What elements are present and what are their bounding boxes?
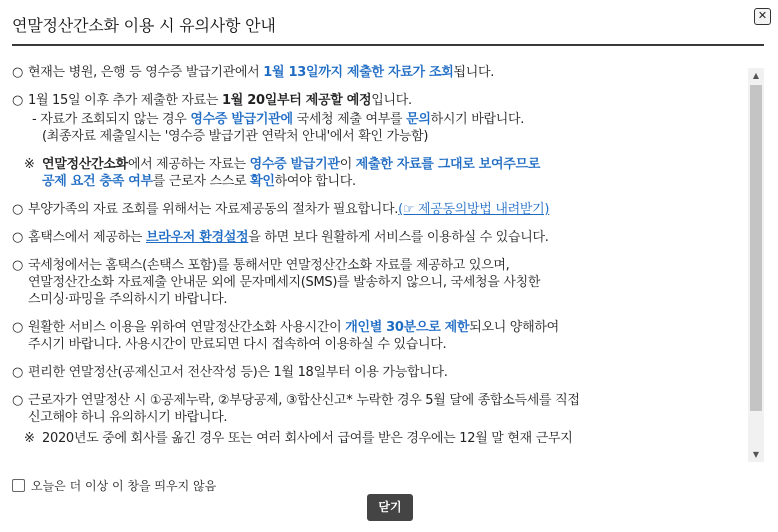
notice-item-7: ○ 편리한 연말정산(공제신고서 전산작성 등)은 1월 18일부터 이용 가능합니다. xyxy=(12,365,448,380)
circle-bullet-icon: ○ xyxy=(12,202,24,217)
notice-content xyxy=(12,64,748,462)
reference-mark-icon: ※ xyxy=(24,157,35,172)
scroll-down-arrow-icon[interactable]: ▼ xyxy=(752,450,760,459)
scroll-thumb[interactable] xyxy=(750,85,762,411)
highlight-text: 영수증 발급기관에 xyxy=(190,112,293,127)
notice-subitem: - 자료가 조회되지 않는 경우 영수증 발급기관에 국세청 제출 여부를 문의하시기 바랍니다. xyxy=(32,112,525,127)
highlight-text: 개인별 30분으로 제한 xyxy=(345,320,470,335)
consent-download-link[interactable]: (☞ 제공동의방법 내려받기) xyxy=(398,202,550,217)
content-scrollbar[interactable] xyxy=(748,68,764,462)
close-button[interactable]: 닫기 xyxy=(367,494,413,521)
notice-item-8: ○ 근로자가 연말정산 시 ①공제누락, ②부당공제, ③합산신고* 누락한 경우 5월 달에 종합소득세를 직접 신고해야 하니 유의하시기 바랍니다. xyxy=(12,393,580,425)
highlight-text: 1월 20일부터 제공할 예정 xyxy=(222,93,372,108)
circle-bullet-icon: ○ xyxy=(12,65,24,80)
circle-bullet-icon: ○ xyxy=(12,320,24,335)
notice-item-3: ○ 부양가족의 자료 조회를 위해서는 자료제공동의 절차가 필요합니다.(☞ 제공동의방법 내려받기) xyxy=(12,202,550,217)
circle-bullet-icon: ○ xyxy=(12,365,24,380)
highlight-text: 1월 13일까지 제출한 자료가 조회 xyxy=(263,65,454,80)
dont-show-today-checkbox[interactable] xyxy=(12,479,25,492)
notice-item-6: ○ 원활한 서비스 이용을 위하여 연말정산간소화 사용시간이 개인별 30분으로 제한되오니 양해하여 주시기 바랍니다. 사용시간이 만료되면 다시 접속하여 이용하실 수 있습니다. xyxy=(12,320,559,352)
notice-subnote: (최종자료 제출일시는 '영수증 발급기관 연락처 안내'에서 확인 가능함) xyxy=(42,129,429,144)
circle-bullet-icon: ○ xyxy=(12,393,24,408)
notice-item-5: ○ 국세청에서는 홈택스(손택스 포함)를 통해서만 연말정산간소화 자료를 제공하고 있으며, 연말정산간소화 자료제출 안내문 외에 문자메세지(SMS)를 발송하지 않으니, 국세청을 사칭한 스미싱·파밍을 주의하시기 바랍니다. xyxy=(12,258,541,307)
circle-bullet-icon: ○ xyxy=(12,258,24,273)
dont-show-today-label: 오늘은 더 이상 이 창을 띄우지 않음 xyxy=(31,479,217,493)
close-x-icon[interactable]: ✕ xyxy=(754,8,771,25)
dont-show-today-option[interactable] xyxy=(12,477,216,494)
notice-item-4: ○ 홈택스에서 제공하는 브라우저 환경설정을 하면 보다 원활하게 서비스를 이용하실 수 있습니다. xyxy=(12,230,549,245)
notice-item-1: ○ 현재는 병원, 은행 등 영수증 발급기관에서 1월 13일까지 제출한 자료가 조회됩니다. xyxy=(12,65,495,80)
scroll-up-arrow-icon[interactable]: ▲ xyxy=(752,71,760,80)
highlight-text: 문의 xyxy=(406,112,431,127)
dialog-title: 연말정산간소화 이용 시 유의사항 안내 xyxy=(12,16,276,35)
browser-settings-link[interactable]: 브라우저 환경설정 xyxy=(146,230,249,245)
notice-note-2: ※ 2020년도 중에 회사를 옮긴 경우 또는 여러 회사에서 급여를 받은 경우에는 12월 말 현재 근무지 xyxy=(24,431,573,446)
notice-item-2: ○ 1월 15일 이후 추가 제출한 자료는 1월 20일부터 제공할 예정입니다. - 자료가 조회되지 않는 경우 영수증 발급기관에 국세청 제출 여부를 문의하시기 바랍니다. (최종자료 제출일시는 '영수증 발급기관 연락처 안내'에서 확인 가능함) xyxy=(12,92,748,145)
title-divider xyxy=(12,44,764,46)
reference-mark-icon: ※ xyxy=(24,431,35,446)
circle-bullet-icon: ○ xyxy=(12,230,24,245)
circle-bullet-icon: ○ xyxy=(12,93,24,108)
notice-note-1: ※ 연말정산간소화에서 제공하는 자료는 영수증 발급기관이 제출한 자료를 그대로 보여주므로 공제 요건 충족 여부를 근로자 스스로 확인하여야 합니다. xyxy=(24,157,541,189)
